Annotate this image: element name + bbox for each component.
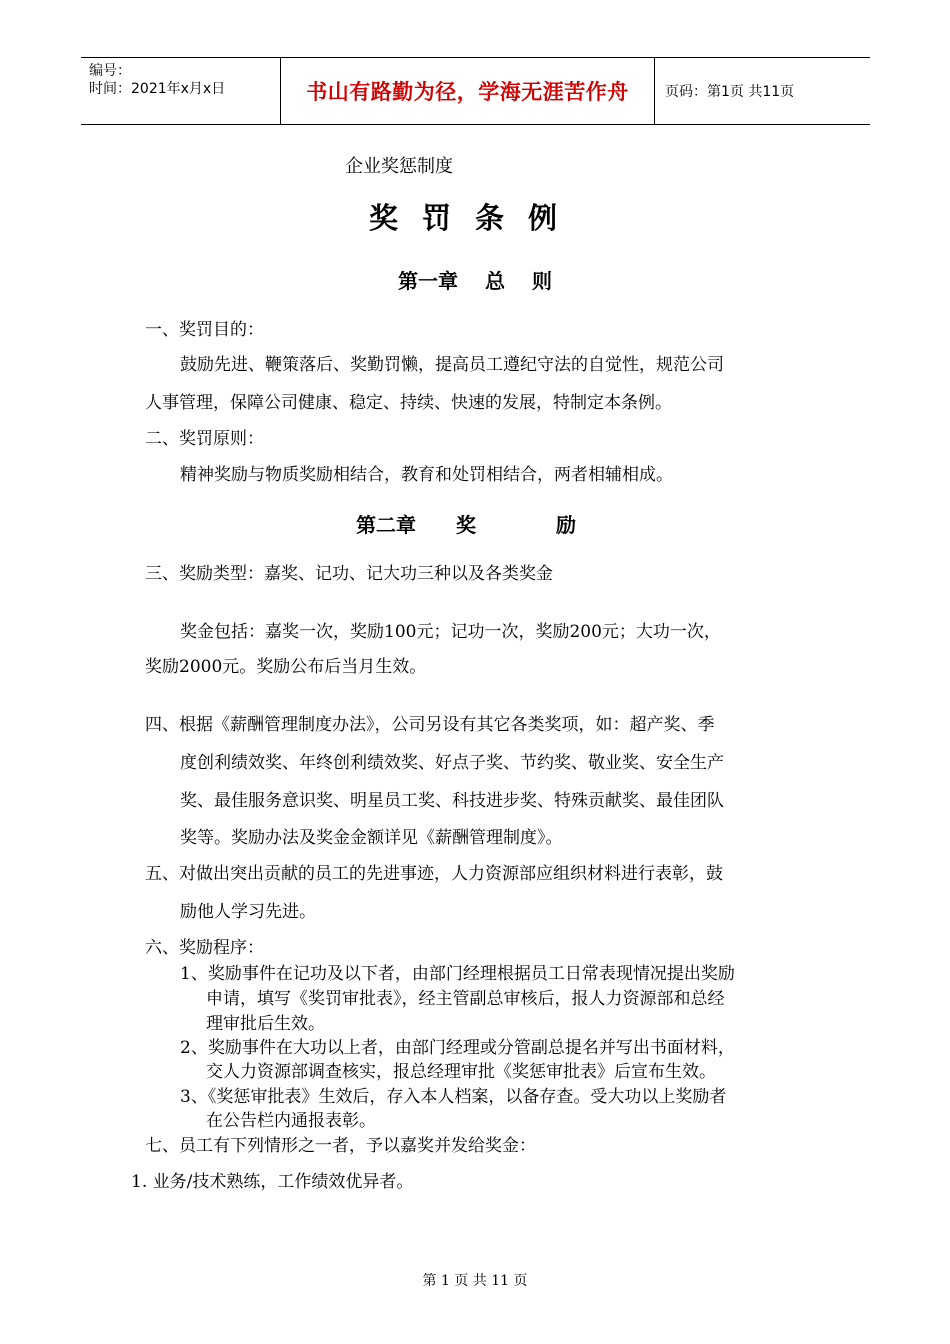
section-5-line: 五、对做出突出贡献的员工的先进事迹，人力资源部应组织材料进行表彰，鼓 [145,864,723,884]
section-7-item: 1. 业务/技术熟练，工作绩效优异者。 [131,1172,414,1192]
header-meta-cell [81,58,281,124]
section-1-paragraph-line: 鼓励先进、鞭策落后、奖勤罚懒，提高员工遵纪守法的自觉性，规范公司 [180,355,724,375]
section-4-line: 奖、最佳服务意识奖、明星员工奖、科技进步奖、特殊贡献奖、最佳团队 [180,791,724,811]
section-4-line: 奖等。奖励办法及奖金金额详见《薪酬管理制度》。 [180,828,563,848]
section-6-item-line: 3、《奖惩审批表》生效后，存入本人档案，以备存查。受大功以上奖励者 [180,1087,727,1107]
section-6-item-line: 交人力资源部调查核实，报总经理审批《奖惩审批表》后宣布生效。 [206,1062,716,1082]
section-3-paragraph-line: 奖金包括：嘉奖一次，奖励100元；记功一次，奖励200元；大功一次， [180,622,721,642]
page-info: 页码：第1页 共11页 [665,84,795,100]
section-1-paragraph-line: 人事管理，保障公司健康、稳定、持续、快速的发展，特制定本条例。 [145,393,672,413]
section-4-line: 四、根据《薪酬管理制度办法》，公司另设有其它各类奖项，如：超产奖、季 [145,715,715,735]
section-3-heading: 三、奖励类型：嘉奖、记功、记大功三种以及各类奖金 [145,564,553,584]
motto: 书山有路勤为径，学海无涯苦作舟 [306,80,629,104]
section-6-item-line: 2、奖励事件在大功以上者，由部门经理或分管副总提名并写出书面材料， [180,1038,735,1058]
time-label: 时间：2021年x月x日 [89,81,226,97]
section-3-paragraph-line: 奖励2000元。奖励公布后当月生效。 [145,657,427,677]
section-4-line: 度创利绩效奖、年终创利绩效奖、好点子奖、节约奖、敬业奖、安全生产 [180,753,724,773]
header-page-cell [655,58,870,124]
section-6-item-line: 理审批后生效。 [206,1014,325,1034]
section-6-item-line: 在公告栏内通报表彰。 [206,1111,376,1131]
section-7-heading: 七、员工有下列情形之一者，予以嘉奖并发给奖金： [145,1136,536,1156]
section-6-item-line: 1、奖励事件在记功及以下者，由部门经理根据员工日常表现情况提出奖励 [180,964,735,984]
page-header [81,57,870,125]
section-6-heading: 六、奖励程序： [145,938,264,958]
section-5-line: 励他人学习先进。 [180,902,316,922]
chapter-1-title: 第一章 总 则 [398,269,552,293]
section-2-paragraph: 精神奖励与物质奖励相结合，教育和处罚相结合，两者相辅相成。 [180,465,673,485]
section-6-item-line: 申请，填写《奖罚审批表》，经主管副总审核后，报人力资源部和总经 [206,989,725,1009]
serial-number-label: 编号： [89,63,131,79]
document-subtitle: 企业奖惩制度 [345,156,453,177]
page-footer: 第 1 页 共 11 页 [422,1273,528,1289]
section-2-heading: 二、奖罚原则： [145,429,264,449]
header-motto-cell [281,58,655,124]
chapter-2-title: 第二章 奖 励 [356,513,576,537]
document-title: 奖罚条例 [368,201,581,235]
section-1-heading: 一、奖罚目的： [145,320,264,340]
